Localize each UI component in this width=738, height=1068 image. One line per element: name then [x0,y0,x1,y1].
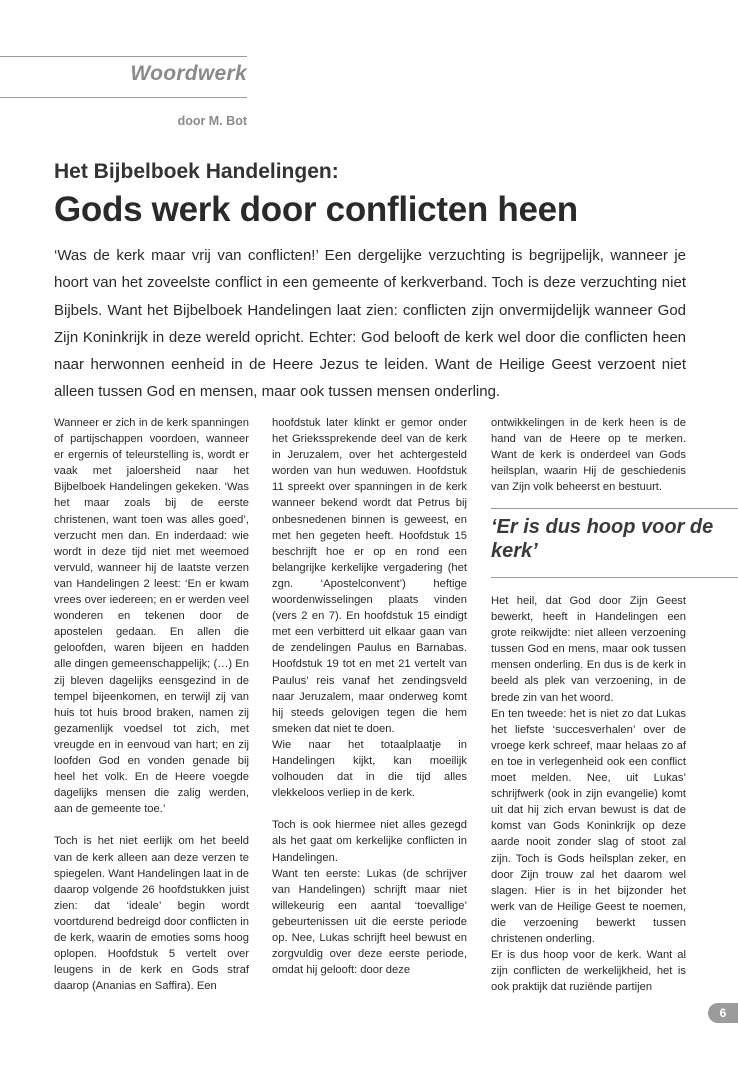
paragraph: En ten tweede: het is niet zo dat Lukas het liefste ‘succesverhalen’ over de vroege kerk schreef, maar helaas zo af en toe in verlegenheid ook een conflict moet melden. Nee, uit Lukas’ schrijfwerk (ook in zijn evangelie) komt uit dat hij zich ervan bewust is dat de komst van Gods Koninkrijk op deze aarde nooit zonder slag of stoot zal zijn. Toch is Gods heilsplan zeker, en door Zijn trouw zal het daarom wel slagen. Hier is in het bijzonder het werk van de Heilige Geest te noemen, die verzoening bewerkt tussen christenen onderling. [491,707,686,945]
paragraph: Wie naar het totaalplaatje in Handelingen kijkt, kan moeilijk volhouden dat in die tijd alles vlekkeloos verliep in de kerk. [272,738,467,800]
paragraph: Toch is ook hiermee niet alles gezegd als het gaat om kerkelijke conflicten in Handelingen. [272,819,467,864]
paragraph: Wanneer er zich in de kerk spanningen of partijschappen voordoen, wanneer er ergernis of teleurstelling is, wordt er vaak met jaloersheid naar het Bijbelboek Handelingen gekeken. ‘Was het maar zoals bij de eerste christenen, want toen was alles goed’, verzucht men dan. En inderdaad: wie wordt in deze tijd niet met weemoed vervuld, wanneer hij de laatste verzen van Handelingen 2 leest: ‘En er kwam vrees over iedereen; en er werden veel wonderen en tekenen door de apostelen gedaan. En allen die geloofden, waren bijeen en hadden alle dingen gemeenschappelijk; (…) En zij bleven dagelijks eensgezind in de tempel bijeenkomen, en terwijl zij van huis tot huis brood braken, namen zij gezamenlijk voedsel tot zich, met vreugde en in eenvoud van hart; en zij loofden God en vonden genade bij heel het volk. En de Heere voegde dagelijks mensen die zalig werden, aan de gemeente toe.’ [54,417,249,816]
paragraph: hoofdstuk later klinkt er gemor onder het Griekssprekende deel van de kerk in Jeruzalem, over het achtergesteld worden van hun weduwen. Hoofdstuk 11 spreekt over spanningen in de kerk wanneer bekend wordt dat Petrus bij onbesnedenen binnen is geweest, en met hen gegeten heeft. Hoofdstuk 15 beschrijft hoe er op en rond een belangrijke kerkelijke vergadering (het zgn. ‘Apostelconvent’) heftige woordenwisselingen plaats vinden (vers 2 en 7). En hoofdstuk 15 eindigt met een verbitterd uit elkaar gaan van de zendelingen Paulus en Barnabas. Hoofdstuk 19 tot en met 21 vertelt van Paulus’ reis vanaf het zendingsveld naar Jeruzalem, maar onderweg komt hij steeds gelovigen tegen die hem smeken dat niet te doen. [272,417,467,735]
article-title: Gods werk door conflicten heen [54,190,578,229]
paragraph: Er is dus hoop voor de kerk. Want al zijn conflicten de werkelijkheid, het is ook praktijk dat ruziënde partijen [491,949,686,994]
body-column-2 [272,415,467,978]
page-number: 6 [708,1003,738,1023]
paragraph: Want ten eerste: Lukas (de schrijver van Handelingen) schrijft maar niet willekeurig een aantal ‘toevallige’ gebeurtenissen uit die eerste periode op. Nee, Lukas schrijft heel bewust en zorgvuldig over deze eerste periode, omdat hij gelooft: door deze [272,867,467,977]
paragraph: Toch is het niet eerlijk om het beeld van de kerk alleen aan deze verzen te spiegelen. Want Handelingen laat in de daarop volgende 26 hoofdstukken juist zien: dat ‘ideale’ begin wordt voortdurend bedreigd door conflicten in de kerk, waarin de emoties soms hoog oplopen. Hoofdstuk 5 vertelt over leugens in de kerk en Gods straf daarop (Ananias en Saffira). Een [54,835,249,993]
paragraph: Het heil, dat God door Zijn Geest bewerkt, heeft in Handelingen een grote reikwijdte: niet alleen verzoening tussen God en mens, maar ook tussen mensen onderling. En dus is de kerk in beeld als plek van verzoening, in de brede zin van het woord. [491,595,686,704]
section-title: Woordwerk [130,62,247,85]
header-bottom-rule [0,97,247,98]
author-byline: door M. Bot [177,114,247,128]
article-intro: ‘Was de kerk maar vrij van conflicten!’ Een dergelijke verzuchting is begrijpelijk, wanneer je hoort van het zoveelste conflict in een gemeente of kerkverband. Toch is deze verzuchting niet Bijbels. Want het Bijbelboek Handelingen laat zien: conflicten zijn onvermijdelijk wanneer God Zijn Koninkrijk in deze wereld opricht. Echter: God belooft de kerk wel door die conflicten heen naar herwonnen eenheid in de Heere Jezus te leiden. Want de Heilige Geest verzoent niet alleen tussen God en mensen, maar ook tussen mensen onderling. [54,247,686,401]
pull-quote: ‘Er is dus hoop voor de kerk’ [491,516,714,562]
header-top-rule [0,56,247,57]
body-column-3 [491,593,686,995]
pull-quote-bottom-rule [491,577,738,578]
article-supertitle: Het Bijbelboek Handelingen: [54,160,339,183]
body-column-1 [54,415,249,994]
paragraph: ontwikkelingen in de kerk heen is de hand van de Heere op te merken. Want de kerk is onderdeel van Gods heilsplan, waarin Hij de geschiedenis van Zijn volk beheerst en bestuurt. [491,417,686,494]
pull-quote-top-rule [491,508,738,509]
